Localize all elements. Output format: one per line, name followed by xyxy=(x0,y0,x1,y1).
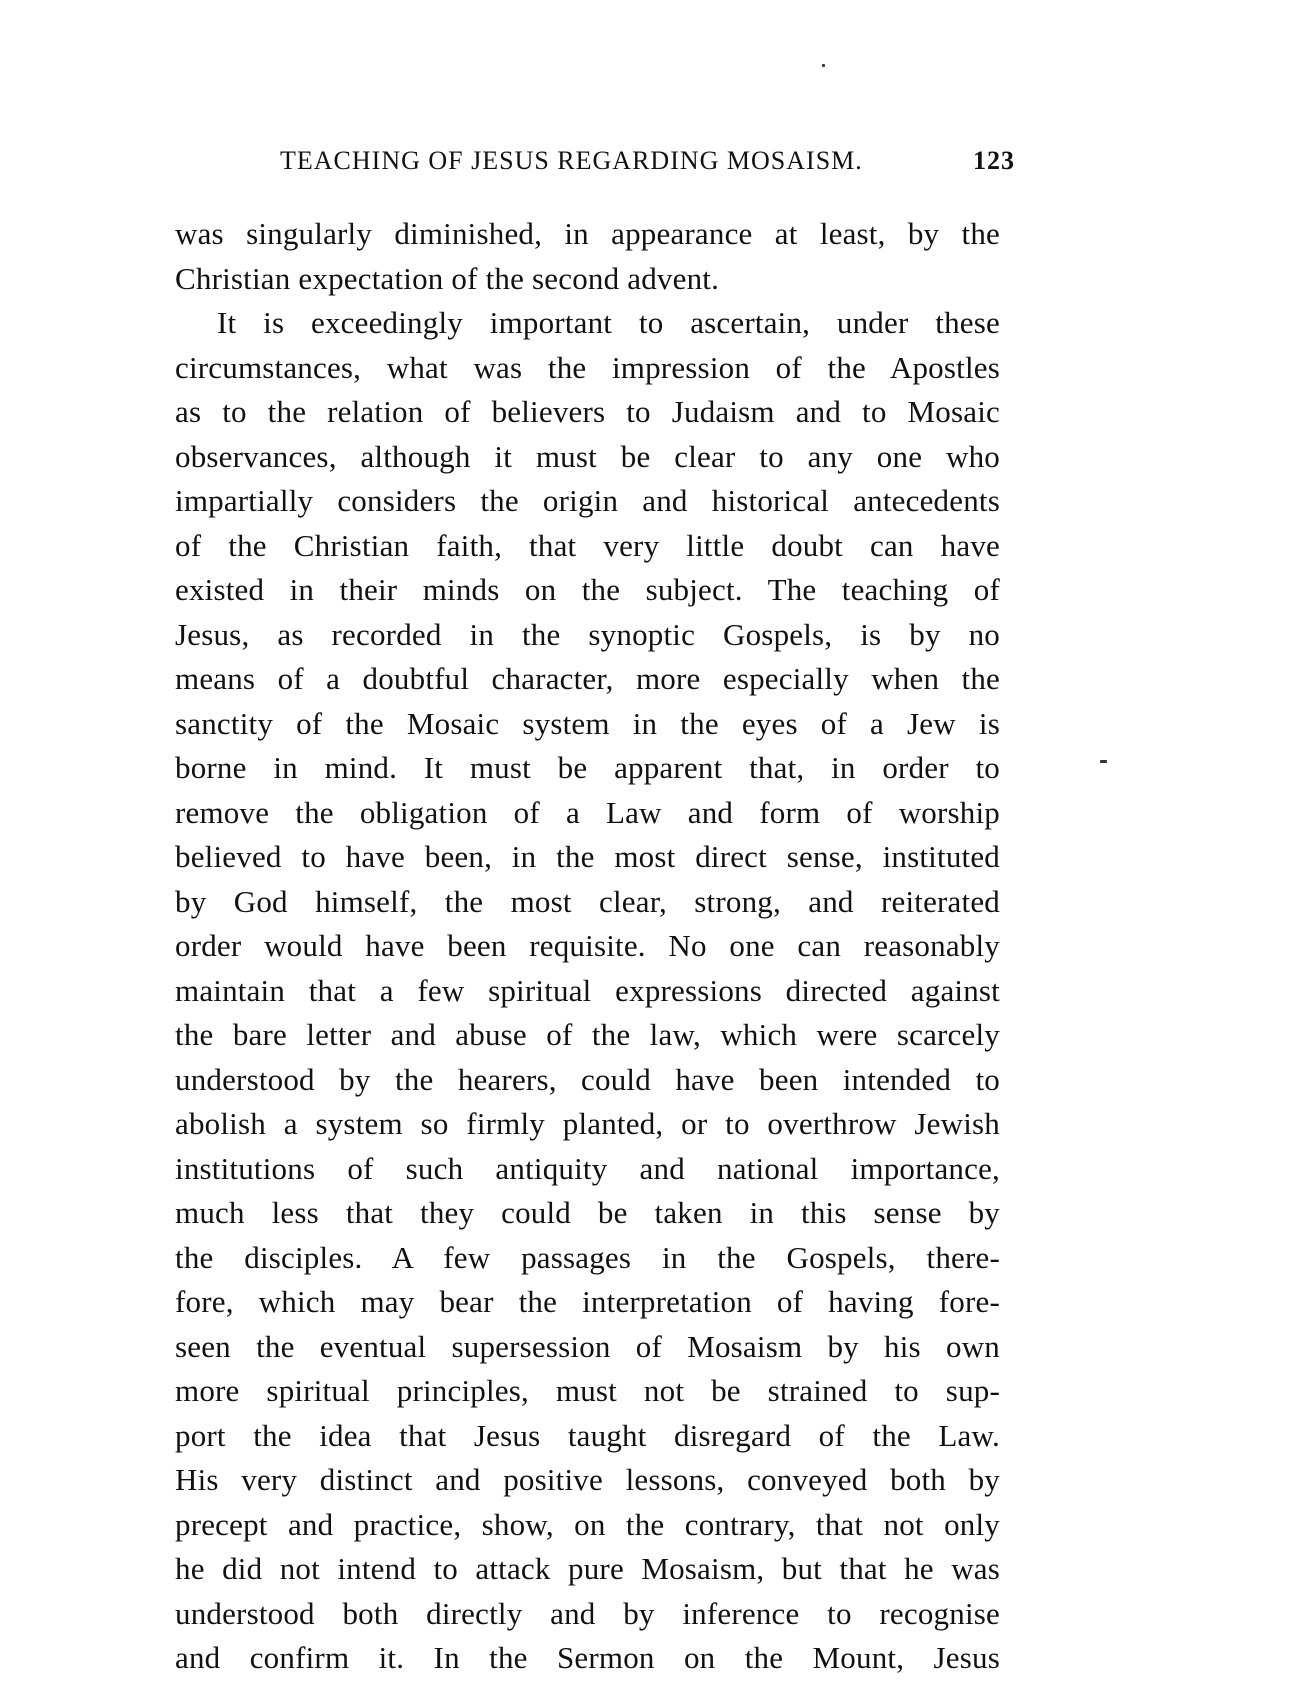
page-number: 123 xyxy=(973,146,1015,175)
text-line: much less that they could be taken in this sense by xyxy=(175,1195,1000,1230)
text-line: institutions of such antiquity and national importance, xyxy=(175,1150,1000,1186)
text-line: maintain that a few spiritual expressions directed against xyxy=(175,972,1000,1008)
text-line: order would have been requisite. No one can reasonably xyxy=(175,928,1000,963)
page-header xyxy=(280,146,1015,180)
body-text xyxy=(175,212,1000,1681)
text-line: and confirm it. In the Sermon on the Mount, Jesus xyxy=(175,1640,1000,1675)
text-line: Jesus, as recorded in the synoptic Gospels, is by no xyxy=(175,616,1000,652)
text-line: borne in mind. It must be apparent that, in order to xyxy=(175,750,1000,785)
text-line: of the Christian faith, that very little doubt can have xyxy=(175,527,1000,563)
text-line: existed in their minds on the subject. The teaching of xyxy=(175,572,1000,607)
text-line: believed to have been, in the most direct sense, instituted xyxy=(175,839,1000,874)
text-line: sanctity of the Mosaic system in the eyes of a Jew is xyxy=(175,705,1000,741)
text-line: means of a doubtful character, more especially when the xyxy=(175,661,1000,696)
scan-speck xyxy=(1100,760,1107,763)
running-head: TEACHING OF JESUS REGARDING MOSAISM. xyxy=(280,146,863,175)
text-line: Christian expectation of the second advent. xyxy=(175,260,720,296)
scan-speck xyxy=(822,64,825,67)
text-line: fore, which may bear the interpretation of having fore- xyxy=(175,1284,1000,1319)
text-line: remove the obligation of a Law and form of worship xyxy=(175,794,1000,830)
text-line: understood by the hearers, could have been intended to xyxy=(175,1061,1000,1097)
text-line: circumstances, what was the impression of the Apostles xyxy=(175,349,1000,385)
text-line: he did not intend to attack pure Mosaism, but that he was xyxy=(175,1551,1000,1586)
text-line: port the idea that Jesus taught disregard of the Law. xyxy=(175,1417,1000,1453)
text-line: as to the relation of believers to Judaism and to Mosaic xyxy=(175,394,1000,429)
text-line: His very distinct and positive lessons, conveyed both by xyxy=(175,1462,1000,1497)
text-line: precept and practice, show, on the contrary, that not only xyxy=(175,1506,1000,1542)
text-line: by God himself, the most clear, strong, and reiterated xyxy=(175,883,1000,919)
text-line: the disciples. A few passages in the Gospels, there- xyxy=(175,1239,1000,1275)
text-line: more spiritual principles, must not be strained to sup- xyxy=(175,1373,1000,1408)
text-line: impartially considers the origin and historical antecedents xyxy=(175,483,1000,518)
text-line: abolish a system so firmly planted, or to overthrow Jewish xyxy=(175,1106,1000,1141)
text-line: It is exceedingly important to ascertain, under these xyxy=(217,305,1000,340)
text-line: was singularly diminished, in appearance at least, by the xyxy=(175,216,1000,251)
text-line: observances, although it must be clear to any one who xyxy=(175,438,1000,474)
text-line: understood both directly and by inference to recognise xyxy=(175,1595,1000,1631)
text-line: seen the eventual supersession of Mosaism by his own xyxy=(175,1328,1000,1364)
text-line: the bare letter and abuse of the law, which were scarcely xyxy=(175,1017,1000,1052)
